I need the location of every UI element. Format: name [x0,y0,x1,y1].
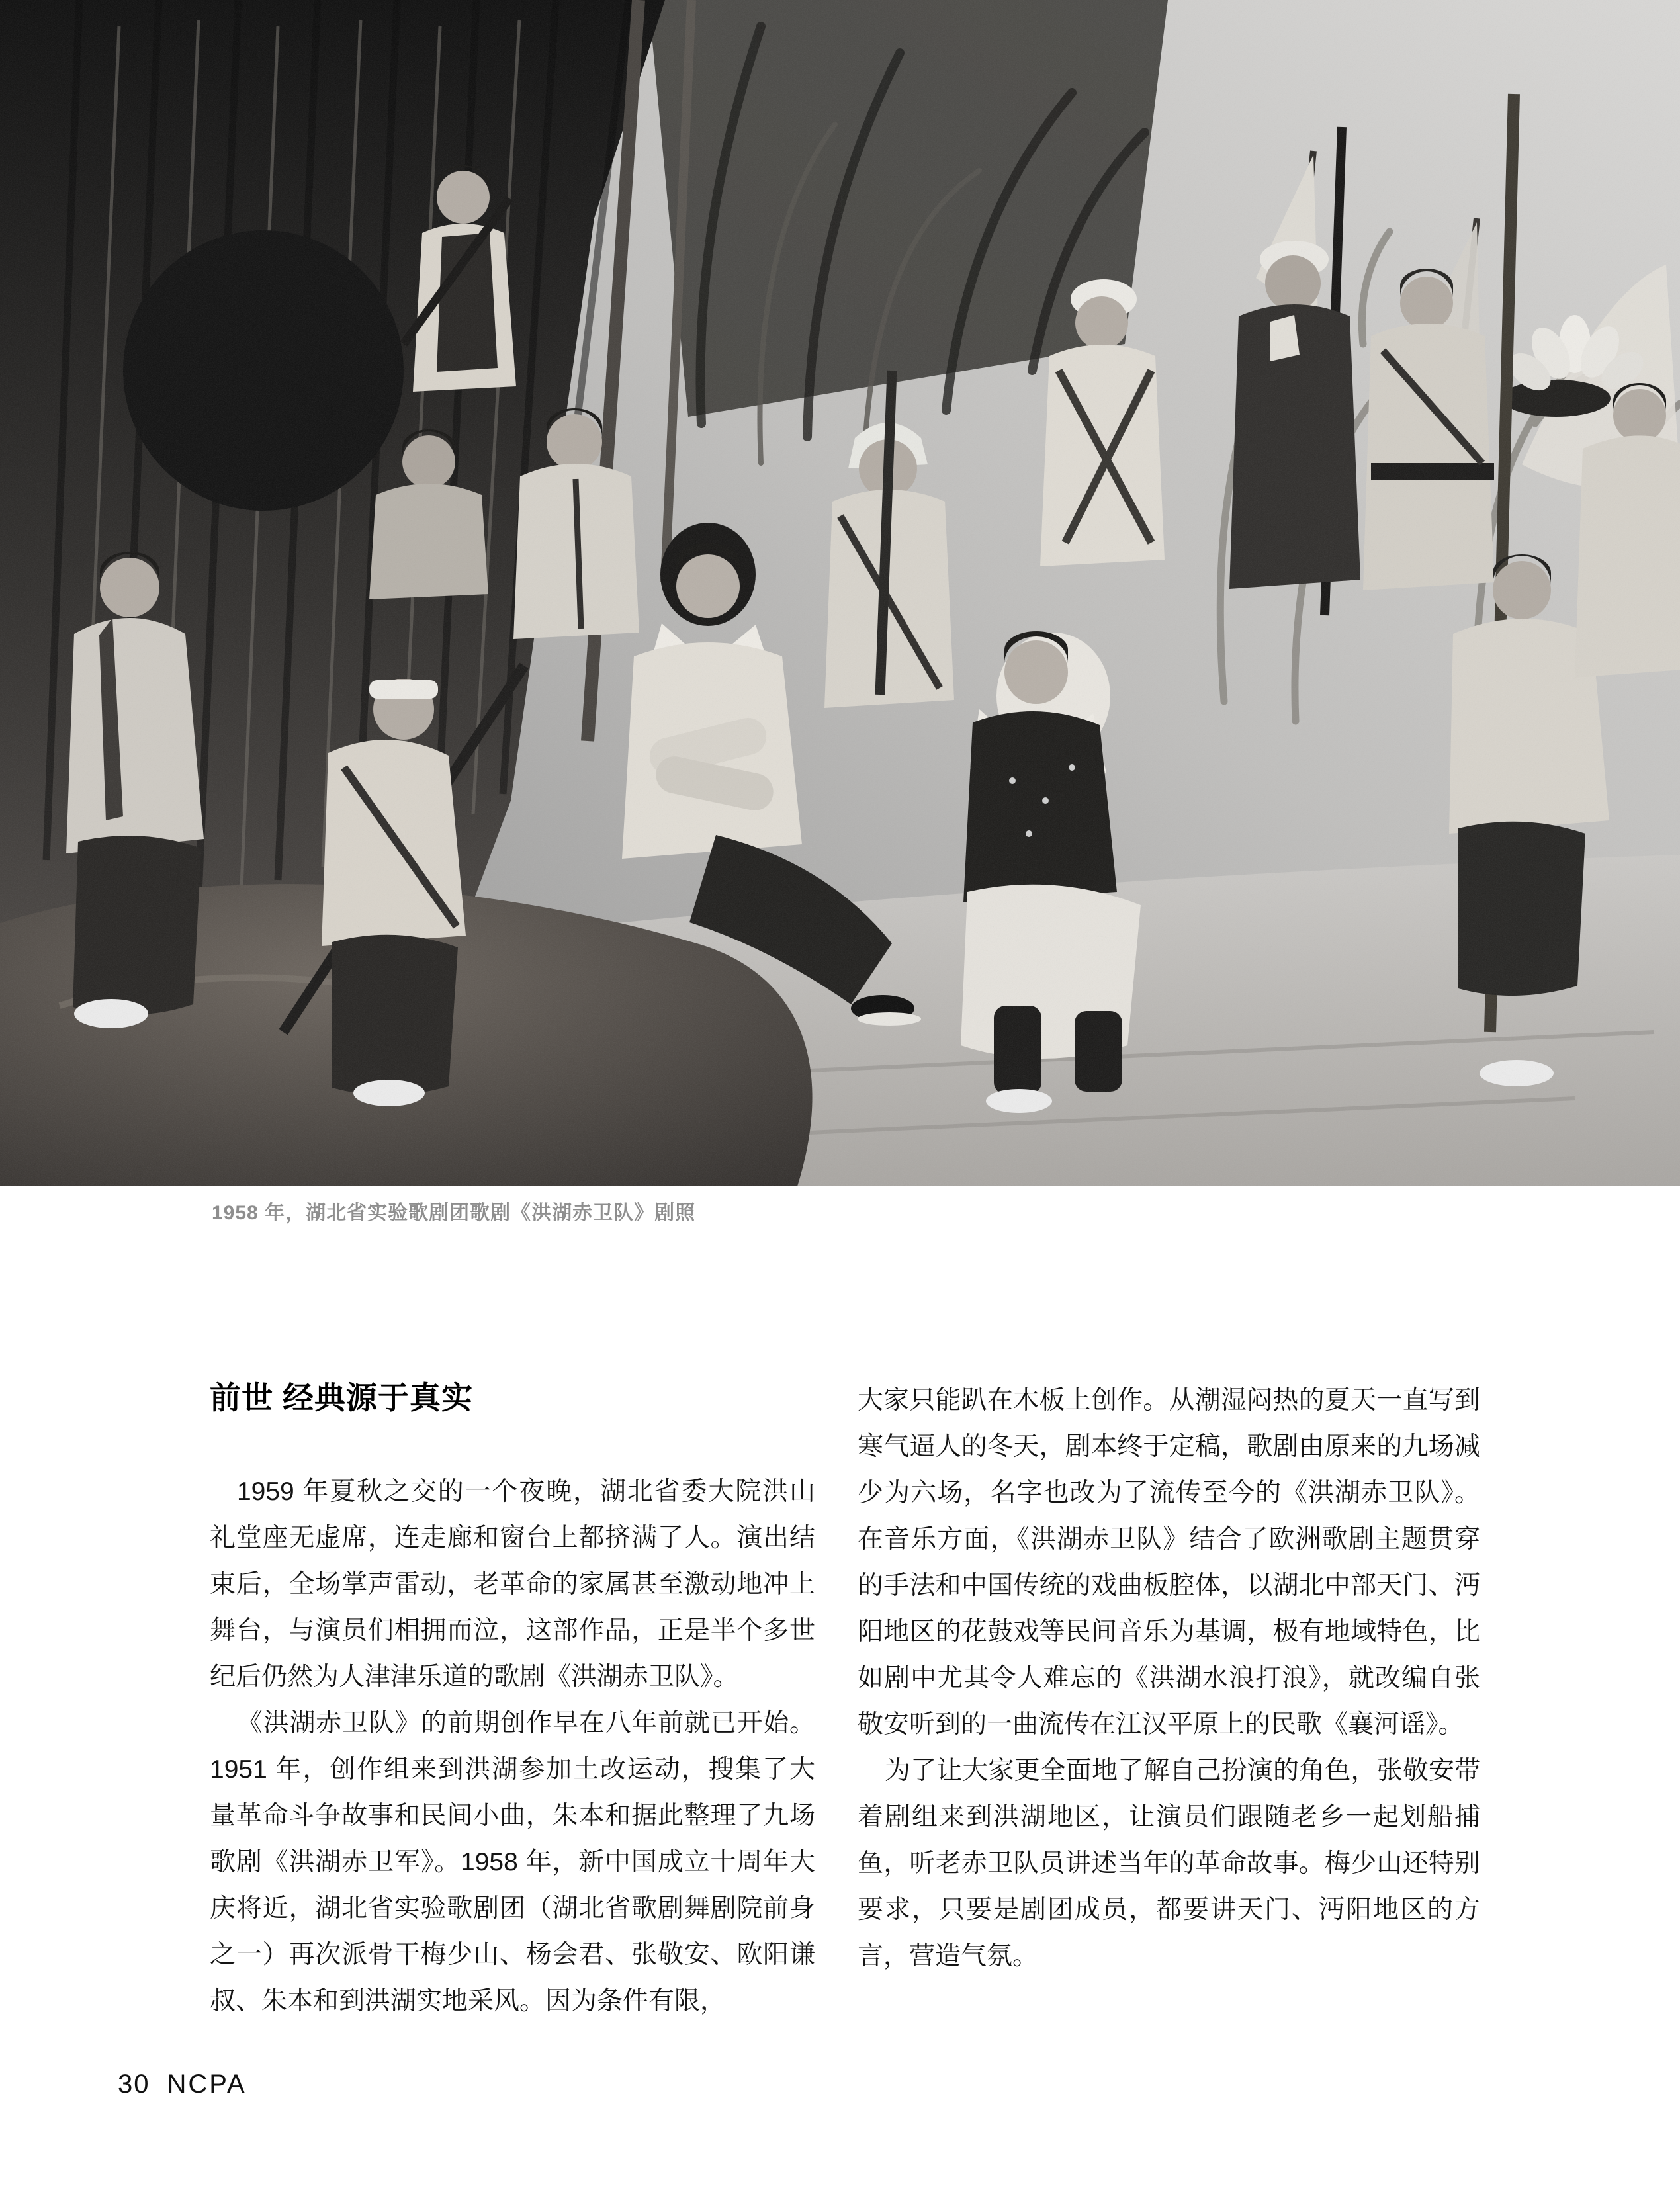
brand-ncpa: NCPA [167,2070,247,2099]
photo-caption: 1958 年，湖北省实验歌剧团歌剧《洪湖赤卫队》剧照 [212,1202,696,1224]
paragraph-2-continued: 大家只能趴在木板上创作。从潮湿闷热的夏天一直写到寒气逼人的冬天，剧本终于定稿，歌剧由原来的九场减少为六场，名字也改为了流传至今的《洪湖赤卫队》。在音乐方面，《洪湖赤卫队》结合了欧洲歌剧主题贯穿的手法和中国传统的戏曲板腔体，以湖北中部天门、沔阳地区的花鼓戏等民间音乐为基调，极有地域特色，比如剧中尤其令人难忘的《洪湖水浪打浪》，就改编自张敬安听到的一曲流传在江汉平原上的民歌《襄河谣》。 [858,1386,1480,1739]
paragraph-1: 1959 年夏秋之交的一个夜晚，湖北省委大院洪山礼堂座无虚席，连走廊和窗台上都挤满了人。演出结束后，全场掌声雷动，老革命的家属甚至激动地冲上舞台，与演员们相拥而泣，这部作品，正是半个多世纪后仍然为人津津乐道的歌剧《洪湖赤卫队》。 [210,1477,815,1691]
page-footer [118,2070,247,2099]
page-number: 30 [118,2070,150,2099]
article-column-left [210,1378,815,2025]
paragraph-2: 《洪湖赤卫队》的前期创作早在八年前就已开始。1951 年，创作组来到洪湖参加土改运动，搜集了大量革命斗争故事和民间小曲，朱本和据此整理了九场歌剧《洪湖赤卫军》。1958 年，新中国成立十周年大庆将近，湖北省实验歌剧团（湖北省歌剧舞剧院前身之一）再次派骨干梅少山、杨会君、张敬安、欧阳谦叔、朱本和到洪湖实地采风。因为条件有限， [210,1709,815,2015]
article-column-right [858,1378,1480,1980]
paragraph-3: 为了让大家更全面地了解自己扮演的角色，张敬安带着剧组来到洪湖地区，让演员们跟随老乡一起划船捕鱼，听老赤卫队员讲述当年的革命故事。梅少山还特别要求，只要是剧团成员，都要讲天门、沔阳地区的方言，营造气氛。 [858,1757,1480,1970]
section-heading: 前世 经典源于真实 [210,1380,474,1415]
